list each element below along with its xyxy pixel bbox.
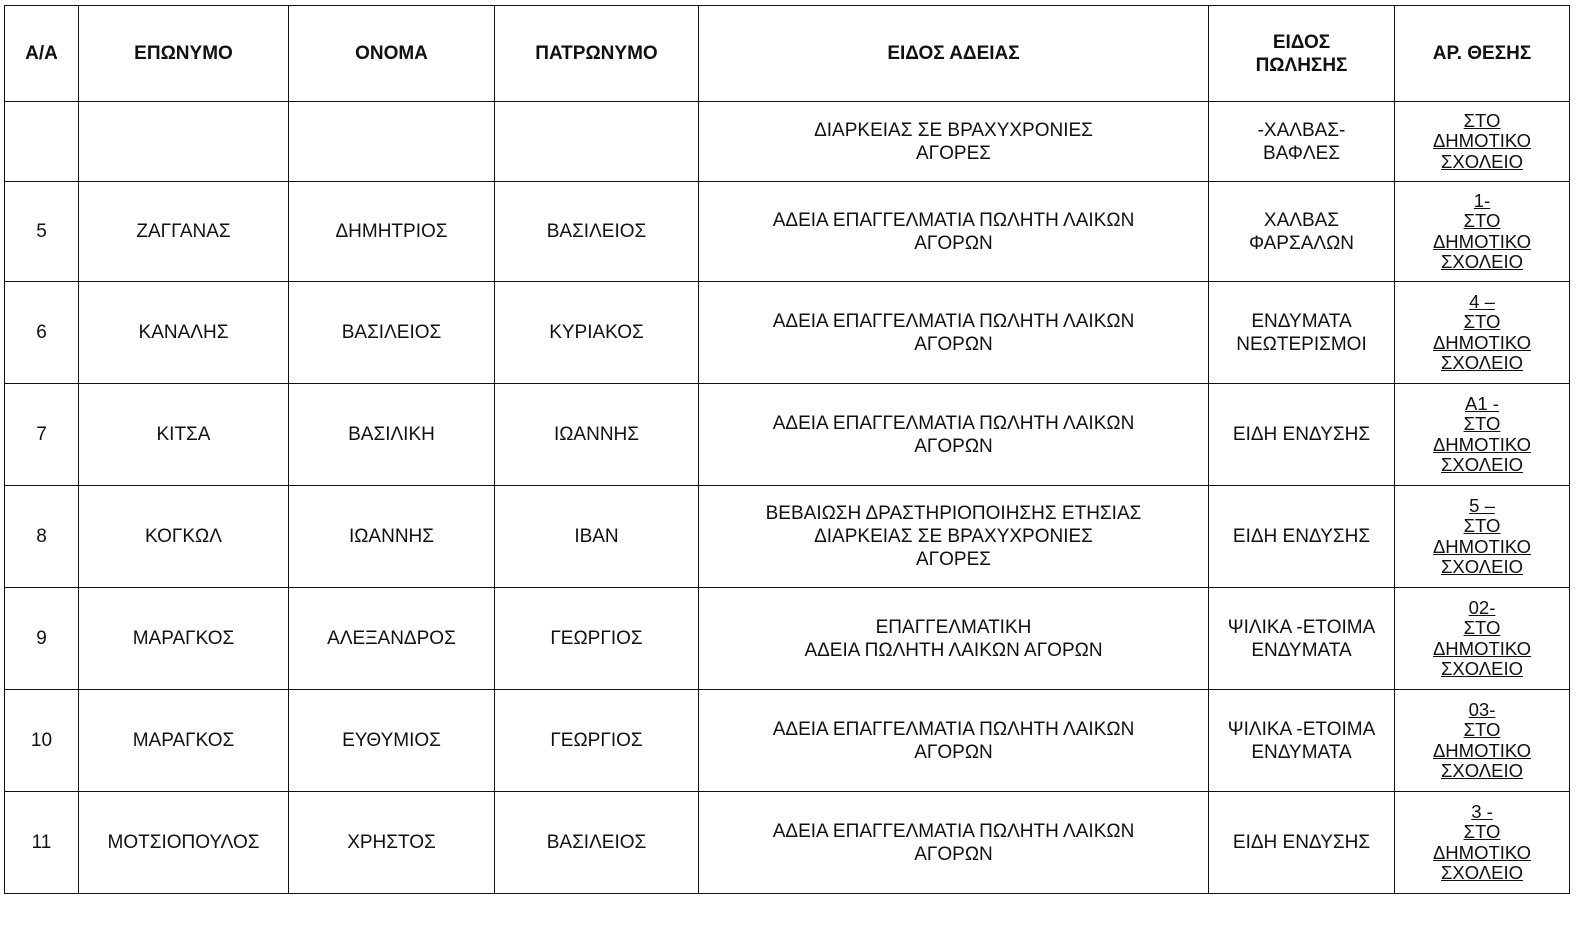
- cell-surname: ΖΑΓΓΑΝΑΣ: [79, 182, 289, 282]
- cell-license-type: ΑΔΕΙΑ ΕΠΑΓΓΕΛΜΑΤΙΑ ΠΩΛΗΤΗ ΛΑΙΚΩΝ ΑΓΟΡΩΝ: [699, 182, 1209, 282]
- cell-license-type: ΒΕΒΑΙΩΣΗ ΔΡΑΣΤΗΡΙΟΠΟΙΗΣΗΣ ΕΤΗΣΙΑΣ ΔΙΑΡΚΕΙΑΣ ΣΕ ΒΡΑΧΥΧΡΟΝΙΕΣ ΑΓΟΡΕΣ: [699, 486, 1209, 588]
- cell-aa: 9: [5, 588, 79, 690]
- position-location: ΣΤΟ ΔΗΜΟΤΙΚΟ ΣΧΟΛΕΙΟ: [1432, 311, 1532, 373]
- cell-sale-type: ΕΙΔΗ ΕΝΔΥΣΗΣ: [1209, 792, 1395, 894]
- cell-sale-type: ΕΝΔΥΜΑΤΑ ΝΕΩΤΕΡΙΣΜΟΙ: [1209, 282, 1395, 384]
- header-aa: Α/Α: [5, 6, 79, 102]
- table-row: [5, 384, 1570, 486]
- cell-aa: 7: [5, 384, 79, 486]
- cell-position: [1395, 182, 1570, 282]
- position-location: ΣΤΟ ΔΗΜΟΤΙΚΟ ΣΧΟΛΕΙΟ: [1432, 413, 1532, 475]
- position-location: ΣΤΟ ΔΗΜΟΤΙΚΟ ΣΧΟΛΕΙΟ: [1432, 821, 1532, 883]
- position-location: ΣΤΟ ΔΗΜΟΤΙΚΟ ΣΧΟΛΕΙΟ: [1432, 719, 1532, 781]
- header-row: [5, 6, 1570, 102]
- cell-father-name: ΚΥΡΙΑΚΟΣ: [495, 282, 699, 384]
- position-number: 03-: [1468, 698, 1496, 720]
- cell-license-type: ΔΙΑΡΚΕΙΑΣ ΣΕ ΒΡΑΧΥΧΡΟΝΙΕΣ ΑΓΟΡΕΣ: [699, 102, 1209, 182]
- cell-position: [1395, 282, 1570, 384]
- header-position-number: ΑΡ. ΘΕΣΗΣ: [1395, 6, 1570, 102]
- table-row: [5, 792, 1570, 894]
- cell-license-type: ΑΔΕΙΑ ΕΠΑΓΓΕΛΜΑΤΙΑ ΠΩΛΗΤΗ ΛΑΙΚΩΝ ΑΓΟΡΩΝ: [699, 282, 1209, 384]
- cell-father-name: [495, 102, 699, 182]
- table-row: [5, 282, 1570, 384]
- header-surname: ΕΠΩΝΥΜΟ: [79, 6, 289, 102]
- position-number: 5 –: [1469, 494, 1495, 516]
- cell-aa: [5, 102, 79, 182]
- header-license-type: ΕΙΔΟΣ ΑΔΕΙΑΣ: [699, 6, 1209, 102]
- position-number: Α1 -: [1465, 392, 1499, 414]
- position-number: 1-: [1473, 189, 1491, 211]
- cell-license-type: ΑΔΕΙΑ ΕΠΑΓΓΕΛΜΑΤΙΑ ΠΩΛΗΤΗ ΛΑΙΚΩΝ ΑΓΟΡΩΝ: [699, 384, 1209, 486]
- cell-position: [1395, 384, 1570, 486]
- cell-father-name: ΓΕΩΡΓΙΟΣ: [495, 588, 699, 690]
- cell-position: [1395, 588, 1570, 690]
- position-number: 4 –: [1469, 290, 1495, 312]
- cell-sale-type: -ΧΑΛΒΑΣ- ΒΑΦΛΕΣ: [1209, 102, 1395, 182]
- cell-surname: ΚΙΤΣΑ: [79, 384, 289, 486]
- position-location: ΣΤΟ ΔΗΜΟΤΙΚΟ ΣΧΟΛΕΙΟ: [1432, 617, 1532, 679]
- cell-license-type: ΑΔΕΙΑ ΕΠΑΓΓΕΛΜΑΤΙΑ ΠΩΛΗΤΗ ΛΑΙΚΩΝ ΑΓΟΡΩΝ: [699, 690, 1209, 792]
- cell-father-name: ΒΑΣΙΛΕΙΟΣ: [495, 792, 699, 894]
- cell-father-name: ΓΕΩΡΓΙΟΣ: [495, 690, 699, 792]
- cell-name: ΔΗΜΗΤΡΙΟΣ: [289, 182, 495, 282]
- cell-sale-type: ΨΙΛΙΚΑ -ΕΤΟΙΜΑ ΕΝΔΥΜΑΤΑ: [1209, 690, 1395, 792]
- cell-aa: 11: [5, 792, 79, 894]
- cell-surname: ΜΑΡΑΓΚΟΣ: [79, 588, 289, 690]
- vendor-table-page: [4, 5, 1569, 894]
- table-row: [5, 486, 1570, 588]
- cell-father-name: ΙΩΑΝΝΗΣ: [495, 384, 699, 486]
- cell-license-type: ΑΔΕΙΑ ΕΠΑΓΓΕΛΜΑΤΙΑ ΠΩΛΗΤΗ ΛΑΙΚΩΝ ΑΓΟΡΩΝ: [699, 792, 1209, 894]
- position-location: ΣΤΟ ΔΗΜΟΤΙΚΟ ΣΧΟΛΕΙΟ: [1432, 109, 1532, 172]
- header-father-name: ΠΑΤΡΩΝΥΜΟ: [495, 6, 699, 102]
- cell-surname: ΚΟΓΚΩΛ: [79, 486, 289, 588]
- table-row: [5, 588, 1570, 690]
- header-sale-type: ΕΙΔΟΣ ΠΩΛΗΣΗΣ: [1209, 6, 1395, 102]
- position-number: 02-: [1468, 596, 1496, 618]
- cell-surname: ΜΟΤΣΙΟΠΟΥΛΟΣ: [79, 792, 289, 894]
- table-row: [5, 690, 1570, 792]
- vendor-table: [4, 5, 1570, 894]
- cell-name: ΑΛΕΞΑΝΔΡΟΣ: [289, 588, 495, 690]
- cell-sale-type: ΕΙΔΗ ΕΝΔΥΣΗΣ: [1209, 486, 1395, 588]
- cell-position: [1395, 792, 1570, 894]
- cell-sale-type: ΨΙΛΙΚΑ -ΕΤΟΙΜΑ ΕΝΔΥΜΑΤΑ: [1209, 588, 1395, 690]
- cell-aa: 10: [5, 690, 79, 792]
- cell-aa: 6: [5, 282, 79, 384]
- cell-name: ΧΡΗΣΤΟΣ: [289, 792, 495, 894]
- cell-aa: 5: [5, 182, 79, 282]
- cell-surname: [79, 102, 289, 182]
- header-name: ΟΝΟΜΑ: [289, 6, 495, 102]
- cell-sale-type: ΧΑΛΒΑΣ ΦΑΡΣΑΛΩΝ: [1209, 182, 1395, 282]
- cell-position: [1395, 486, 1570, 588]
- cell-license-type: ΕΠΑΓΓΕΛΜΑΤΙΚΗ ΑΔΕΙΑ ΠΩΛΗΤΗ ΛΑΙΚΩΝ ΑΓΟΡΩΝ: [699, 588, 1209, 690]
- cell-surname: ΚΑΝΑΛΗΣ: [79, 282, 289, 384]
- cell-name: ΕΥΘΥΜΙΟΣ: [289, 690, 495, 792]
- table-row: [5, 102, 1570, 182]
- cell-position: [1395, 690, 1570, 792]
- cell-surname: ΜΑΡΑΓΚΟΣ: [79, 690, 289, 792]
- cell-aa: 8: [5, 486, 79, 588]
- table-row: [5, 182, 1570, 282]
- cell-father-name: ΒΑΣΙΛΕΙΟΣ: [495, 182, 699, 282]
- position-number: 3 -: [1471, 800, 1493, 822]
- position-location: ΣΤΟ ΔΗΜΟΤΙΚΟ ΣΧΟΛΕΙΟ: [1432, 515, 1532, 577]
- cell-name: ΙΩΑΝΝΗΣ: [289, 486, 495, 588]
- cell-name: ΒΑΣΙΛΕΙΟΣ: [289, 282, 495, 384]
- cell-name: ΒΑΣΙΛΙΚΗ: [289, 384, 495, 486]
- cell-sale-type: ΕΙΔΗ ΕΝΔΥΣΗΣ: [1209, 384, 1395, 486]
- cell-father-name: ΙΒΑΝ: [495, 486, 699, 588]
- position-location: ΣΤΟ ΔΗΜΟΤΙΚΟ ΣΧΟΛΕΙΟ: [1432, 210, 1532, 272]
- cell-name: [289, 102, 495, 182]
- cell-position: [1395, 102, 1570, 182]
